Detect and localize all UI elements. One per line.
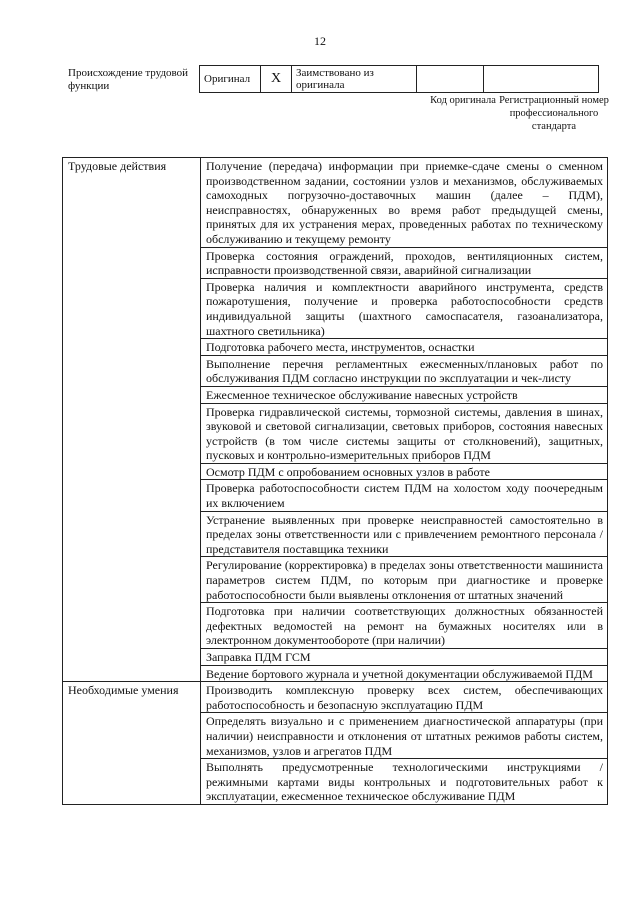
table-cell: Проверка гидравлической системы, тормозной системы, давления в шинах, звуковой и световой сигнализации, световых приборов, состояния навесных устройств (в том числе системы защиты от столкновений), защитных, пусковых и контрольно-измерительных приборов ПДМ bbox=[201, 403, 608, 463]
table-cell: Проверка работоспособности систем ПДМ на холостом ходу поочередным их включением bbox=[201, 480, 608, 511]
original-cell: Оригинал bbox=[200, 66, 261, 93]
original-mark: X bbox=[261, 66, 292, 93]
table-cell: Осмотр ПДМ с опробованием основных узлов в работе bbox=[201, 463, 608, 480]
table-cell: Заправка ПДМ ГСМ bbox=[201, 649, 608, 666]
reg-number-cell bbox=[484, 66, 599, 93]
borrowed-cell: Заимствовано из оригинала bbox=[292, 66, 417, 93]
origin-label: Происхождение трудовой функции bbox=[68, 67, 189, 92]
code-original-caption: Код оригинала bbox=[430, 95, 496, 106]
labor-function-table bbox=[62, 157, 608, 805]
table-row bbox=[63, 682, 608, 713]
table-cell: Определять визуально и с применением диагностической аппаратуры (при наличии) неисправности и отклонения от штатных режимов работы систем, механизмов, узлов и агрегатов ПДМ bbox=[201, 713, 608, 759]
table-cell: Подготовка рабочего места, инструментов, оснастки bbox=[201, 339, 608, 356]
table-cell: Проверка состояния ограждений, проходов, вентиляционных систем, исправности производственной связи, аварийной сигнализации bbox=[201, 247, 608, 278]
table-cell: Ежесменное техническое обслуживание навесных устройств bbox=[201, 386, 608, 403]
table-cell: Проверка наличия и комплектности аварийного инструмента, средств пожаротушения, получение и проверка работоспособности средств индивидуальной защиты (шахтного самоспасателя, газоанализатора, шахтного светильника) bbox=[201, 278, 608, 338]
section-heading: Необходимые умения bbox=[63, 682, 201, 805]
table-cell: Производить комплексную проверку всех систем, обеспечивающих работоспособность и безопасную эксплуатацию ПДМ bbox=[201, 682, 608, 713]
section-heading: Трудовые действия bbox=[63, 158, 201, 682]
table-row bbox=[63, 158, 608, 248]
table-cell: Регулирование (корректировка) в пределах зоны ответственности машиниста параметров систем ПДМ, по которым при диагностике и проверке работоспособности были выявлены отклонения от штатных значений bbox=[201, 557, 608, 603]
table-cell: Выполнение перечня регламентных ежесменных/плановых работ по обслуживания ПДМ согласно инструкции по эксплуатации и чек-листу bbox=[201, 355, 608, 386]
table-cell: Выполнять предусмотренные технологическими инструкциями / режимными картами виды контрольных и подготовительных работ к эксплуатации, ежесменное техническое обслуживание ПДМ bbox=[201, 759, 608, 805]
table-cell: Получение (передача) информации при приемке-сдаче смены о сменном производственном задании, состоянии узлов и механизмов, обслуживаемых самоходных погрузочно-доставочных машин (далее – ПДМ), неисправностях, обнаруженных во время работ предыдущей смены, принятых для их устранения мерах, проведенных работах по техническому обслуживанию и текущему ремонту bbox=[201, 158, 608, 248]
reg-number-caption: Регистрационный номер профессионального стандарта bbox=[499, 95, 609, 132]
code-cell bbox=[417, 66, 484, 93]
table-cell: Ведение бортового журнала и учетной документации обслуживаемой ПДМ bbox=[201, 665, 608, 682]
table-cell: Подготовка при наличии соответствующих должностных обязанностей дефектных ведомостей на ремонт на бумажных носителях или в электронном документообороте (при наличии) bbox=[201, 603, 608, 649]
table-cell: Устранение выявленных при проверке неисправностей самостоятельно в пределах зоны ответственности или с привлечением ремонтного персонала / представителя поставщика техники bbox=[201, 511, 608, 557]
origin-table bbox=[199, 65, 599, 93]
page-number: 12 bbox=[314, 34, 326, 48]
